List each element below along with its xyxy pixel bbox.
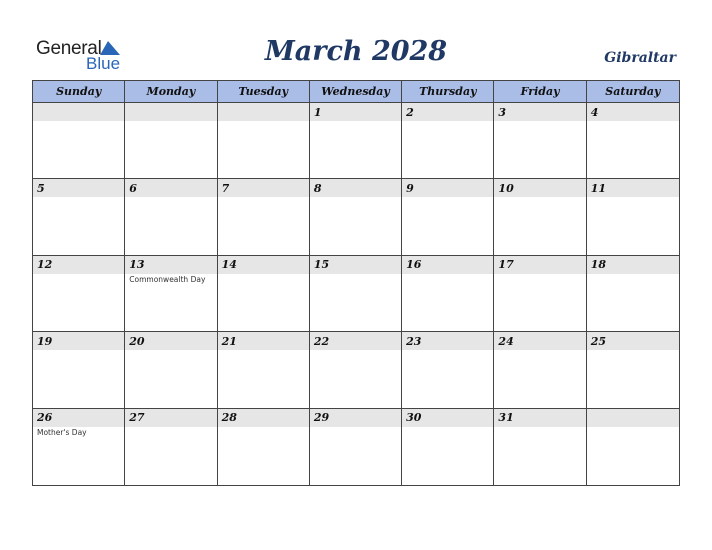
day-cell[interactable] xyxy=(33,179,125,255)
day-number: 18 xyxy=(590,258,607,272)
day-header-band xyxy=(310,179,401,197)
day-cell[interactable] xyxy=(218,409,310,485)
day-number: 5 xyxy=(37,181,45,195)
day-header-band xyxy=(218,179,309,197)
day-header-band xyxy=(494,103,585,121)
weekday-header-wednesday: Wednesday xyxy=(310,81,402,103)
day-number: 28 xyxy=(221,411,237,425)
day-number: 8 xyxy=(313,181,322,195)
day-cell[interactable] xyxy=(494,332,586,408)
day-cell[interactable] xyxy=(494,103,586,179)
day-cell[interactable] xyxy=(218,103,310,179)
day-number: 23 xyxy=(406,334,422,348)
day-number: 24 xyxy=(498,334,514,348)
weekday-header-friday: Friday xyxy=(494,81,586,103)
weekday-header-tuesday: Tuesday xyxy=(218,81,310,103)
day-cell[interactable] xyxy=(218,332,310,408)
day-header-band xyxy=(587,256,679,274)
day-number: 15 xyxy=(313,258,330,272)
day-header-band xyxy=(125,256,216,274)
day-number: 19 xyxy=(37,334,53,348)
day-number: 12 xyxy=(37,258,53,272)
region-label: Gibraltar xyxy=(604,50,676,66)
day-cell[interactable] xyxy=(402,179,494,255)
day-number: 4 xyxy=(590,105,599,119)
day-number: 9 xyxy=(406,181,414,195)
day-number: 7 xyxy=(221,181,230,195)
day-header-band xyxy=(33,409,124,427)
day-number: 25 xyxy=(590,334,607,348)
day-number: 21 xyxy=(221,334,237,348)
page-title: March 2028 xyxy=(264,36,448,67)
day-cell[interactable] xyxy=(310,103,402,179)
day-cell[interactable] xyxy=(402,332,494,408)
holiday-label: Mother's Day xyxy=(37,427,87,437)
day-header-band xyxy=(494,179,585,197)
day-header-band xyxy=(587,103,679,121)
day-number: 16 xyxy=(406,258,422,272)
day-number: 3 xyxy=(498,105,507,119)
day-number: 30 xyxy=(406,411,422,425)
day-header-band xyxy=(587,409,679,427)
day-cell[interactable] xyxy=(587,256,679,332)
day-cell[interactable] xyxy=(125,409,217,485)
day-cell[interactable] xyxy=(125,179,217,255)
day-header-band xyxy=(402,103,493,121)
day-cell[interactable] xyxy=(587,179,679,255)
day-cell[interactable] xyxy=(587,332,679,408)
day-cell[interactable] xyxy=(402,103,494,179)
day-cell[interactable] xyxy=(33,332,125,408)
day-header-band xyxy=(218,256,309,274)
weekday-header-sunday: Sunday xyxy=(33,81,125,103)
day-cell[interactable] xyxy=(33,409,125,485)
day-cell[interactable] xyxy=(310,409,402,485)
brand-text-blue: Blue xyxy=(86,54,121,73)
day-header-band xyxy=(310,103,401,121)
day-cell[interactable] xyxy=(494,256,586,332)
day-cell[interactable] xyxy=(310,256,402,332)
brand-text-general: General xyxy=(36,38,102,59)
day-cell[interactable] xyxy=(494,179,586,255)
day-header-band xyxy=(33,332,124,350)
day-cell[interactable] xyxy=(402,256,494,332)
day-number: 29 xyxy=(313,411,330,425)
day-header-band xyxy=(310,256,401,274)
day-header-band xyxy=(125,103,216,121)
day-header-band xyxy=(402,256,493,274)
day-cell[interactable] xyxy=(310,179,402,255)
day-header-band xyxy=(33,103,124,121)
day-header-band xyxy=(402,179,493,197)
day-header-band xyxy=(310,332,401,350)
day-header-band xyxy=(494,332,585,350)
day-cell[interactable] xyxy=(494,409,586,485)
weekday-header-saturday: Saturday xyxy=(587,81,679,103)
day-cell[interactable] xyxy=(33,103,125,179)
day-number: 20 xyxy=(129,334,145,348)
day-number: 22 xyxy=(313,334,330,348)
day-cell[interactable] xyxy=(125,103,217,179)
day-cell[interactable] xyxy=(587,103,679,179)
day-header-band xyxy=(33,256,124,274)
weekday-header-monday: Monday xyxy=(125,81,217,103)
day-number: 11 xyxy=(590,181,607,195)
day-number: 6 xyxy=(129,181,137,195)
day-cell[interactable] xyxy=(125,256,217,332)
day-header-band xyxy=(402,409,493,427)
holiday-label: Commonwealth Day xyxy=(129,274,206,284)
day-number: 17 xyxy=(498,258,514,272)
calendar-grid xyxy=(32,80,680,486)
day-header-band xyxy=(494,256,585,274)
day-number: 31 xyxy=(498,411,514,425)
day-header-band xyxy=(494,409,585,427)
day-cell[interactable] xyxy=(218,256,310,332)
day-header-band xyxy=(310,409,401,427)
day-header-band xyxy=(125,179,216,197)
day-number: 26 xyxy=(37,411,53,425)
day-header-band xyxy=(218,409,309,427)
day-header-band xyxy=(402,332,493,350)
day-header-band xyxy=(218,332,309,350)
day-header-band xyxy=(33,179,124,197)
day-cell[interactable] xyxy=(402,409,494,485)
day-number: 27 xyxy=(129,411,145,425)
day-number: 14 xyxy=(221,258,237,272)
day-header-band xyxy=(125,332,216,350)
day-number: 13 xyxy=(129,258,145,272)
day-number: 2 xyxy=(406,105,414,119)
day-header-band xyxy=(587,332,679,350)
day-header-band xyxy=(587,179,679,197)
day-number: 10 xyxy=(498,181,514,195)
day-header-band xyxy=(125,409,216,427)
day-cell[interactable] xyxy=(33,256,125,332)
day-cell[interactable] xyxy=(125,332,217,408)
day-header-band xyxy=(218,103,309,121)
day-cell[interactable] xyxy=(218,179,310,255)
weekday-header-thursday: Thursday xyxy=(402,81,494,103)
day-number: 1 xyxy=(313,105,322,119)
day-cell[interactable] xyxy=(310,332,402,408)
day-cell[interactable] xyxy=(587,409,679,485)
